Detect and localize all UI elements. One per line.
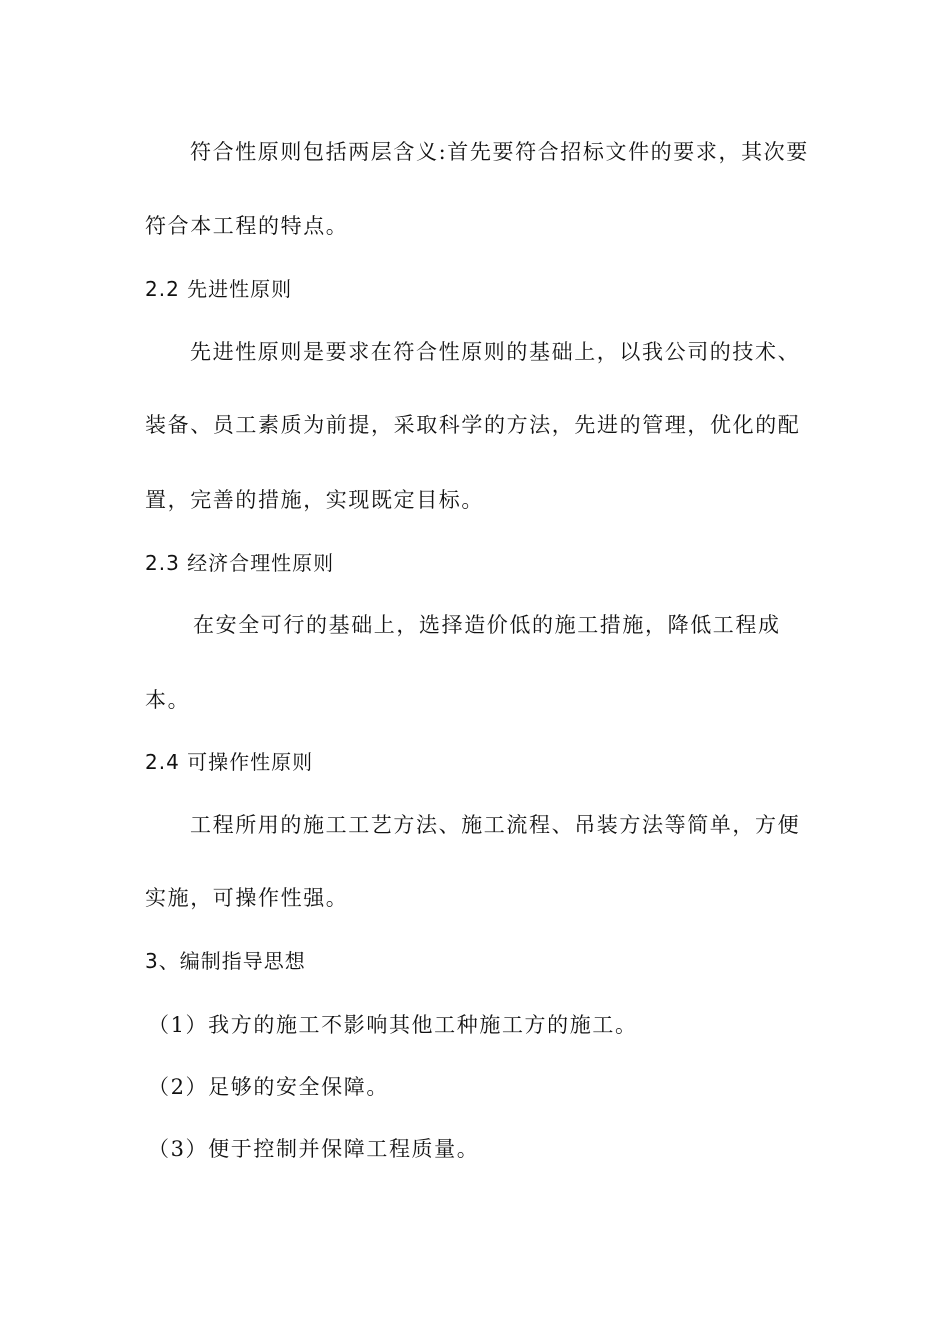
list-item-3: （3）便于控制并保障工程质量。 <box>148 1137 480 1161</box>
list-item-2: （2）足够的安全保障。 <box>148 1075 389 1099</box>
paragraph-economic-line-1: 在安全可行的基础上，选择造价低的施工措施，降低工程成 <box>193 613 781 637</box>
paragraph-compliance-line-2: 符合本工程的特点。 <box>145 214 349 238</box>
paragraph-advanced-line-1: 先进性原则是要求在符合性原则的基础上，以我公司的技术、 <box>190 340 801 364</box>
paragraph-advanced-line-3: 置，完善的措施，实现既定目标。 <box>145 488 484 512</box>
section-heading-2-3: 2.3 经济合理性原则 <box>145 551 335 575</box>
paragraph-advanced-line-2: 装备、员工素质为前提，采取科学的方法，先进的管理，优化的配 <box>145 413 801 437</box>
paragraph-operability-line-2: 实施，可操作性强。 <box>145 886 349 910</box>
list-item-1: （1）我方的施工不影响其他工种施工方的施工。 <box>148 1013 638 1037</box>
paragraph-operability-line-1: 工程所用的施工工艺方法、施工流程、吊装方法等简单，方便 <box>190 813 801 837</box>
paragraph-economic-line-2: 本。 <box>145 688 191 712</box>
paragraph-compliance-line-1: 符合性原则包括两层含义:首先要符合招标文件的要求，其次要 <box>190 140 809 164</box>
section-heading-3: 3、编制指导思想 <box>145 949 306 973</box>
section-heading-2-2: 2.2 先进性原则 <box>145 277 293 301</box>
section-heading-2-4: 2.4 可操作性原则 <box>145 750 314 774</box>
